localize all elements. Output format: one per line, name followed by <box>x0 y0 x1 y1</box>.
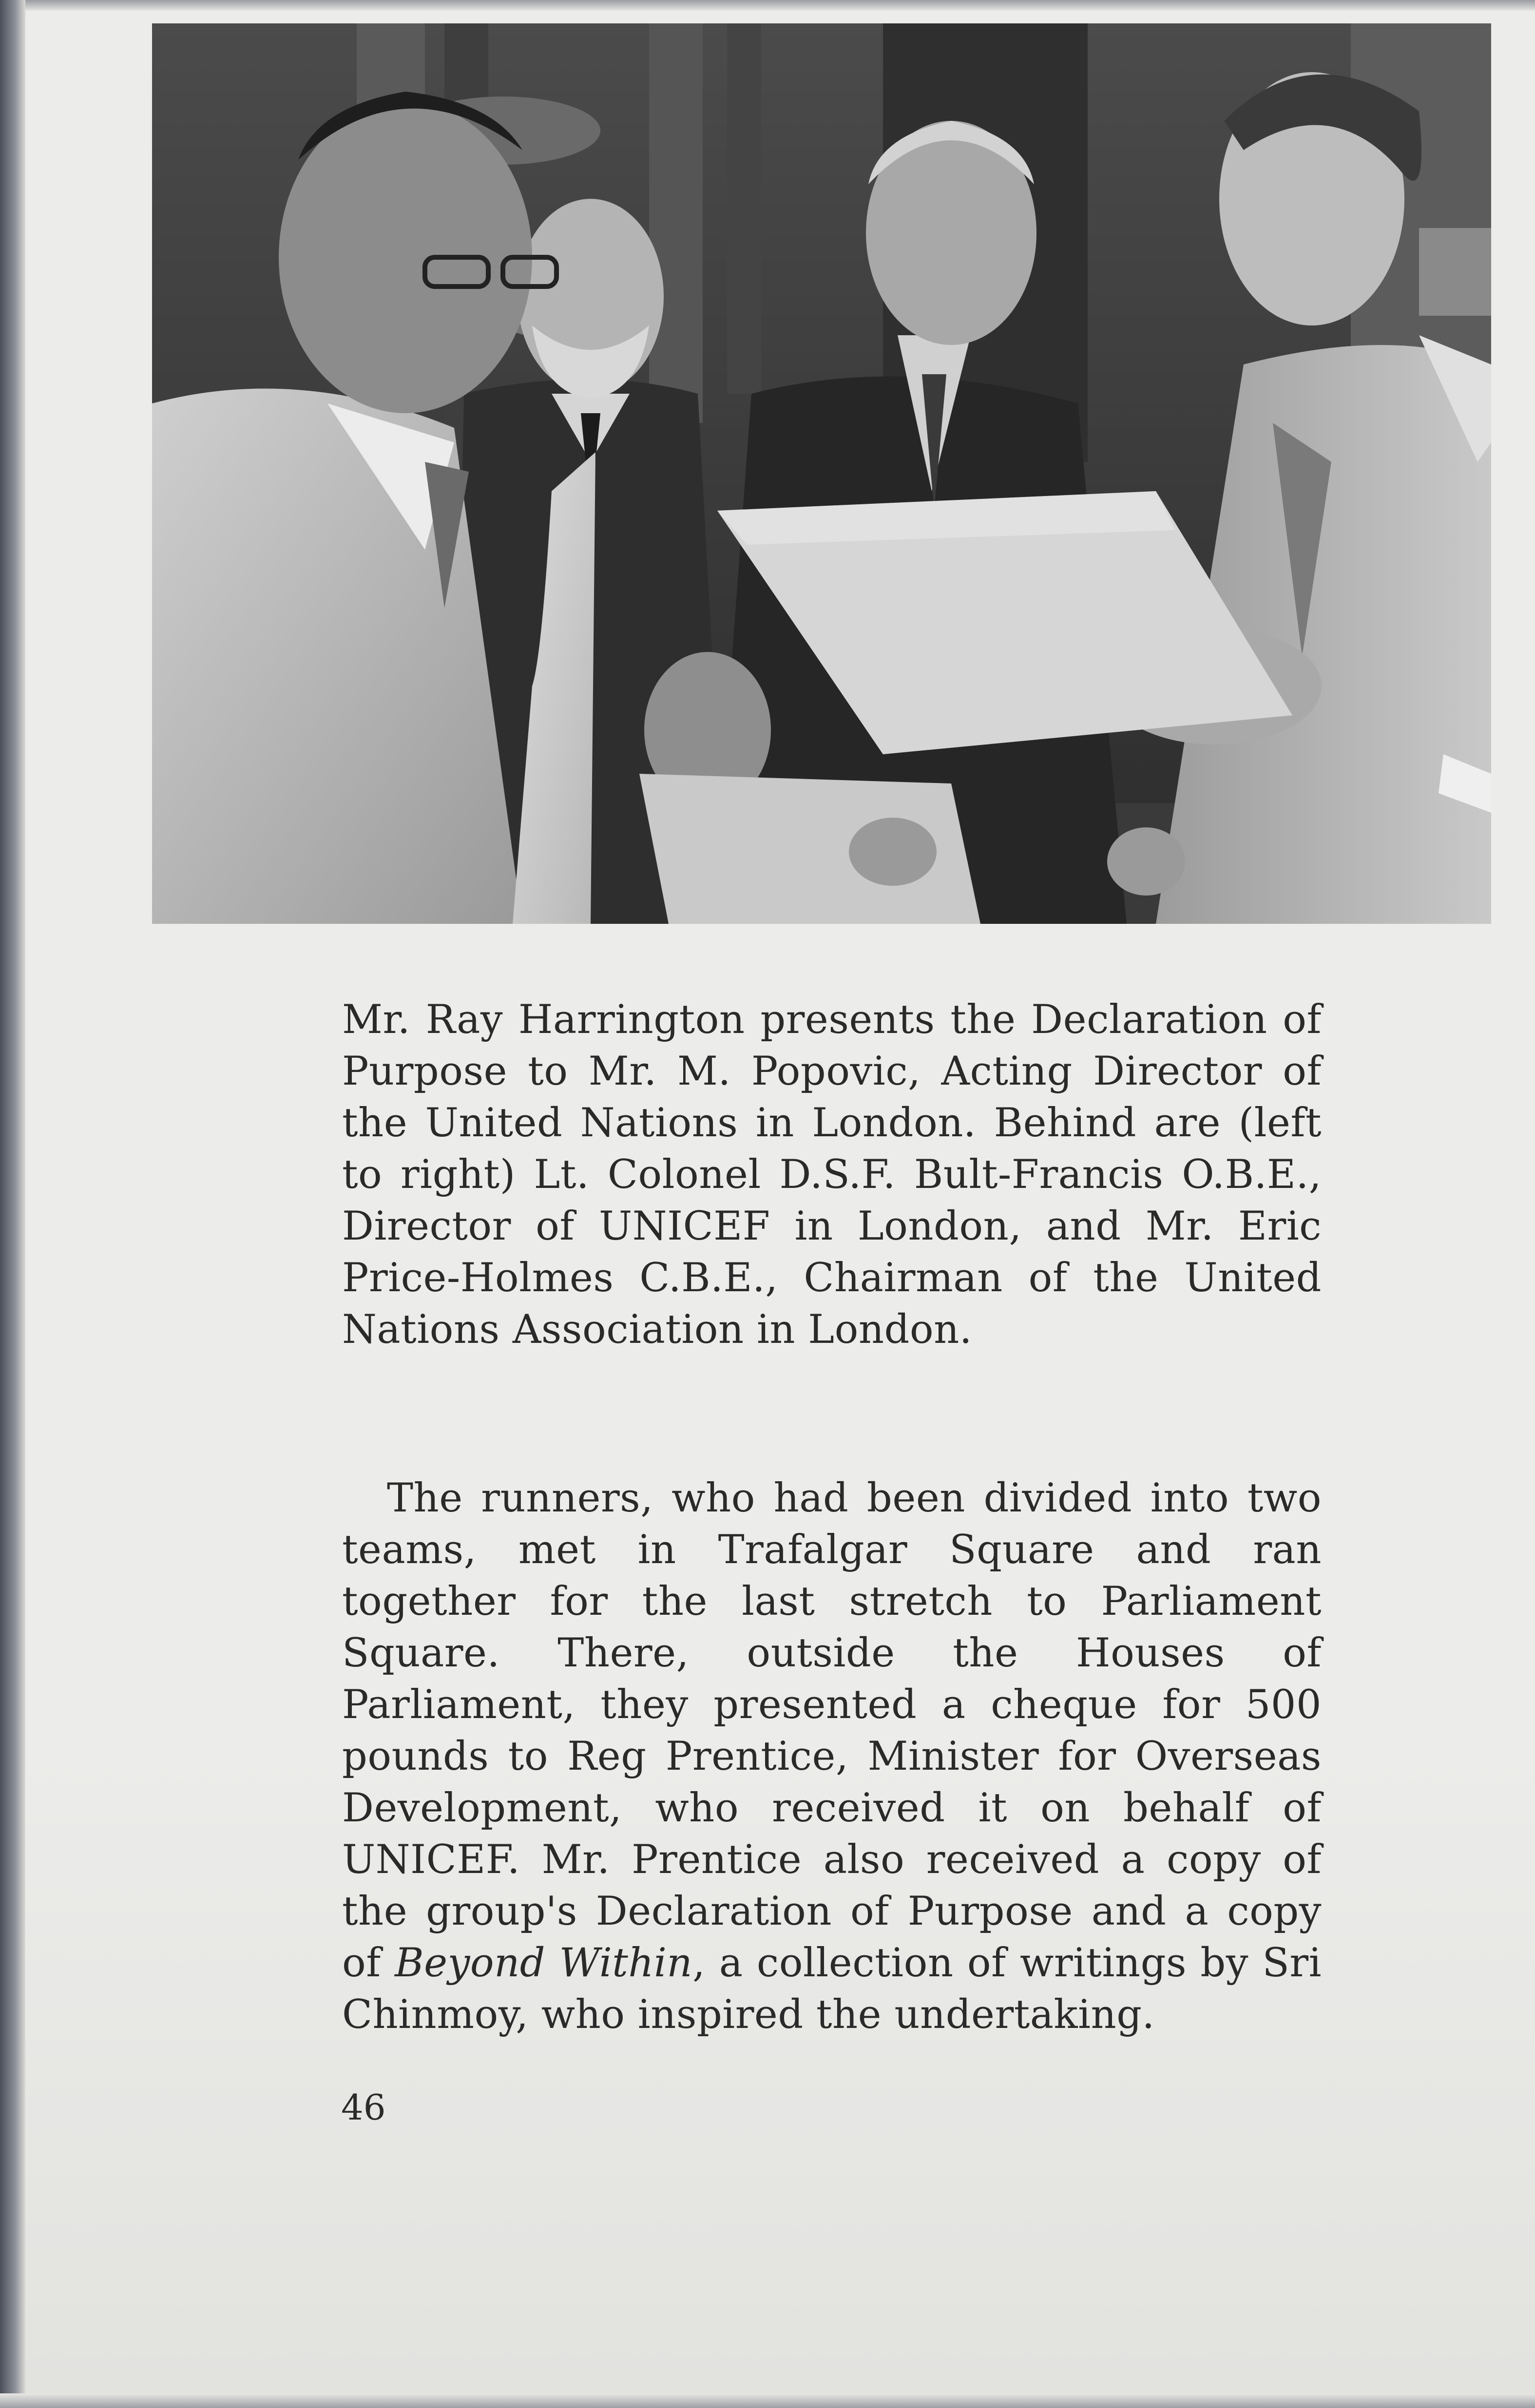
caption-text: Mr. Ray Harrington presents the Declaration of Purpose to Mr. M. Popovic, Acting Director of the United Nations in London. Behind are (left to right) Lt. Colonel D.S.F. Bult-Francis O.B.E., Director of UNICEF in London, and Mr. Eric Price-Holmes C.B.E., Chairman of the United Nations Association in London. <box>342 997 1322 1353</box>
scan-edge-bottom <box>0 2393 1535 2408</box>
photograph <box>152 23 1491 924</box>
photograph-icon <box>152 23 1491 924</box>
photo-caption <box>342 994 1322 1356</box>
body-text <box>342 1472 1322 2041</box>
body-paragraph <box>342 1472 1322 2041</box>
scan-edge-top <box>0 0 1535 11</box>
scan-edge-left <box>0 0 25 2408</box>
body-text-part1: The runners, who had been divided into two teams, met in Trafalgar Square and ran together for the last stretch to Parliament Square. There, outside the Houses of Parliament, they presented a cheque for 500 pounds to Reg Prentice, Minister for Overseas Development, who received it on behalf of UNICEF. Mr. Prentice also received a copy of the group's Declaration of Purpose and a copy of <box>342 1475 1322 1986</box>
page-number: 46 <box>341 2087 386 2128</box>
body-text-part2: , a collection of writings by Sri Chinmoy, who inspired the undertaking. <box>342 1940 1322 2038</box>
book-title: Beyond Within <box>395 1940 693 1986</box>
